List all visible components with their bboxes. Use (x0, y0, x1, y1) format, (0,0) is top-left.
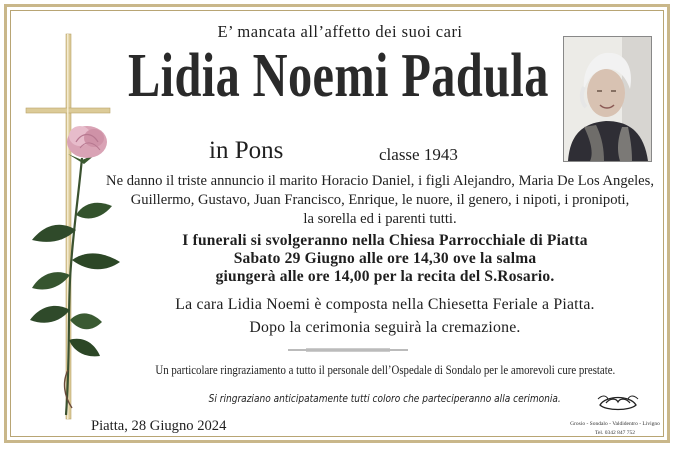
place-date: Piatta, 28 Giugno 2024 (91, 418, 227, 434)
ornamental-divider (288, 347, 408, 353)
deceased-name: Lidia Noemi Padula (128, 42, 549, 110)
agency-phone: Tel. 0342 847 752 (595, 430, 635, 436)
thanks-hospital (90, 363, 680, 378)
announcement-line-3: la sorella ed i parenti tutti. (303, 211, 457, 227)
statement-line-2: Dopo la cerimonia seguirà la cremazione. (249, 319, 521, 336)
intro-line: E’ mancata all’affetto dei suoi cari (217, 22, 463, 41)
agency-logo-icon (596, 391, 640, 413)
funeral-line-1: I funerali si svolgeranno nella Chiesa Parrocchiale di Piatta (182, 232, 588, 249)
funeral-line-2: Sabato 29 Giugno alle ore 14,30 ove la salma (233, 250, 537, 267)
deceased-portrait-photo (563, 36, 652, 162)
birth-class: classe 1943 (379, 145, 458, 164)
funeral-line-3: giungerà alle ore 14,00 per la recita del S.Rosario. (215, 268, 555, 285)
thanks-attendees-text: Si ringraziano anticipatamente tutti coloro che parteciperanno alla cerimonia. (208, 393, 562, 405)
agency-towns: Grosio - Sondalo - Valdidentro - Livigno (570, 421, 660, 427)
announcement-line-1: Ne danno il triste annuncio il marito Horacio Daniel, i figli Alejandro, Maria De Los Angeles, (106, 173, 654, 189)
statement-line-1: La cara Lidia Noemi è composta nella Chiesetta Feriale a Piatta. (175, 296, 595, 313)
thanks-attendees (90, 393, 680, 405)
married-name: in Pons (209, 137, 284, 164)
announcement-line-2: Guillermo, Gustavo, Juan Francisco, Enrique, le nuore, il genero, i nipoti, i pronipoti, (130, 192, 630, 208)
thanks-hospital-text: Un particolare ringraziamento a tutto il personale dell’Ospedale di Sondalo per le amorevoli cure prestate. (155, 363, 615, 377)
